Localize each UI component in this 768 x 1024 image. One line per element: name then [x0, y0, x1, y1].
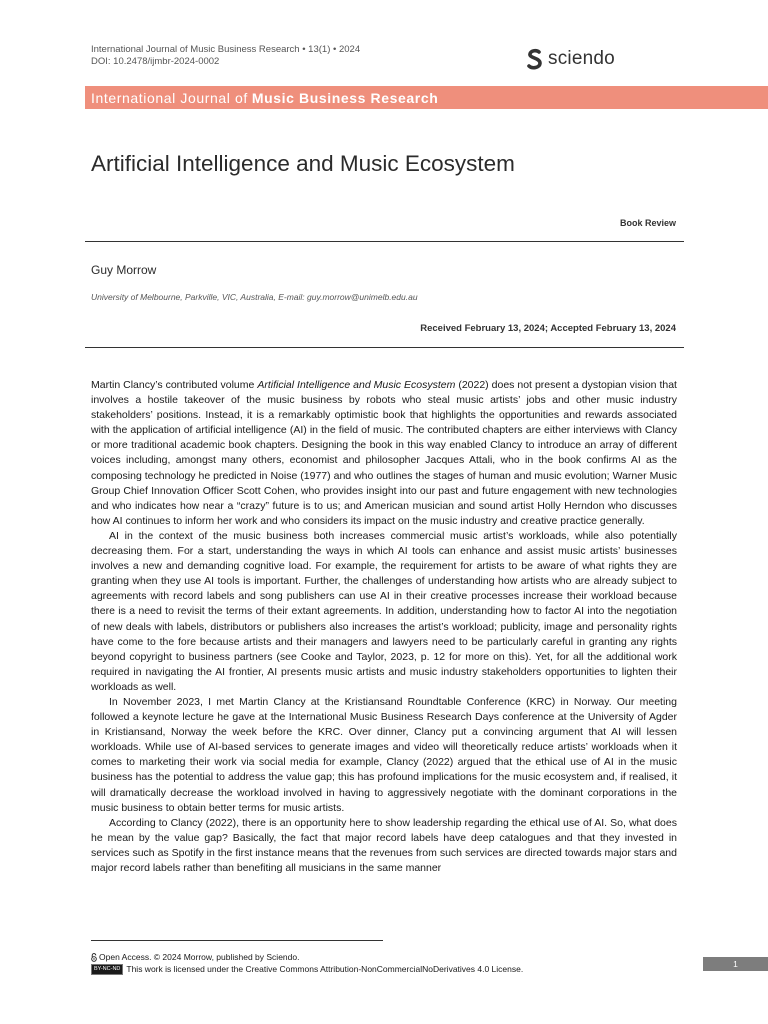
- sciendo-logo-icon: [526, 48, 544, 70]
- paragraph-1: [91, 378, 677, 529]
- page-number: 1: [703, 957, 768, 971]
- paragraph-2: AI in the context of the music business both increases commercial music artist’s workloads, while also potentially decreasing them. For a start, understanding the ways in which AI tools can enhance and assist music artists’ businesses involves a new and demanding cognitive load. For example, the requirement for artists to be aware of what rights they are granting when they use AI tools is important. Further, the challenges of understanding how artists who are already subject to agreements with record labels and song publishers can use AI in their creative processes increase their workload because there is a need to revisit the terms of their extant agreements. In addition, understanding how to factor AI into the negotiation of new deals with labels, distributors or publishers also increases the artist’s workload; publicity, image and personality rights have come to the fore because artists and their managers and lawyers need to be particularly careful in granting any rights beyond copyright to business partners (see Cooke and Taylor, 2023, p. 12 for more on this). Yet, for all the additional work required in navigating the AI frontier, AI presents music artists and music industry stakeholders opportunities to lighten their workloads as well.: [91, 529, 677, 693]
- journal-banner: [85, 86, 768, 109]
- journal-citation: International Journal of Music Business Research • 13(1) • 2024: [91, 44, 361, 55]
- article-type: Book Review: [619, 218, 676, 228]
- author-affiliation: University of Melbourne, Parkville, VIC, Australia, E-mail: guy.morrow@unimelb.edu.au: [91, 292, 418, 302]
- author-name: Guy Morrow: [91, 263, 157, 277]
- article-title: Artificial Intelligence and Music Ecosystem: [91, 151, 515, 176]
- journal-banner-prefix: International Journal of: [91, 89, 248, 106]
- paragraph-1-rest: (2022) does not present a dystopian vision that involves a hostile takeover of the music business by robots who steal music artists’ jobs and other music industry stakeholders’ positions. Instead, it is a remarkably optimistic book that highlights the opportunities and rewards associated with the application of artificial intelligence (AI) in the field of music. The contributed chapters are either interviews with Clancy or more traditional academic book chapters. Designing the book in this way enabled Clancy to introduce an array of different voices including, amongst many others, economist and philosopher Jacques Attali, who in the book confirms AI as the composing technology he predicted in Noise (1977) and who outlines the stages of human and music evolution; Warner Music Group Chief Innovation Officer Scott Cohen, who provides insight into our past and future engagement with new technologies and who indicates how near a “crazy” future is to us; and American musician and sound artist Holly Herndon who discusses how AI continues to inform her work and who considers its impact on the music industry and creative practice generally.: [91, 379, 677, 527]
- license-line: [91, 963, 523, 975]
- open-access-notice: Open Access. © 2024 Morrow, published by Sciendo.: [99, 952, 300, 962]
- article-body: [91, 378, 677, 876]
- paragraph-1-start: Martin Clancy’s contributed volume: [91, 379, 258, 391]
- paragraph-3: In November 2023, I met Martin Clancy at the Kristiansand Roundtable Conference (KRC) in Norway. Our meeting followed a keynote lecture he gave at the International Music Business Research Days conference at the University of Agder in Kristiansand, Norway the week before the KRC. Over dinner, Clancy put a convincing argument that AI will lessen workloads. While use of AI-based services to generate images and video will theoretically reduce artists’ workloads when it comes to marketing their work via social media for example, Clancy (2022) argued that the ethical use of AI in the music business has the potential to address the value gap; this has profound implications for the music ecosystem and, if realised, it will dramatically decrease the workload involved in having to aggressively negotiate with the dominant corporations in the music business to obtain better terms for music artists.: [91, 695, 677, 814]
- journal-banner-name: Music Business Research: [251, 89, 439, 106]
- publisher-logo: [526, 46, 615, 72]
- doi: DOI: 10.2478/ijmbr-2024-0002: [91, 56, 220, 67]
- body-divider: [85, 347, 684, 348]
- open-access-icon: [91, 953, 97, 962]
- publisher-name: sciendo: [548, 48, 615, 69]
- footnote-divider: [91, 940, 383, 941]
- header-divider: [85, 241, 684, 242]
- license-notice: This work is licensed under the Creative Commons Attribution-NonCommercialNoDerivatives 4.0 License.: [126, 964, 524, 974]
- footnote: [91, 951, 523, 975]
- received-accepted-dates: Received February 13, 2024; Accepted February 13, 2024: [420, 323, 676, 334]
- paragraph-4: According to Clancy (2022), there is an opportunity here to show leadership regarding the ethical use of AI. So, what does he mean by the value gap? Basically, the fact that major record labels have deep catalogues and that they invested in services such as Spotify in the first instance means that the revenues from such services are directed towards major stars and major record labels rather than benefiting all musicians in the same manner: [91, 816, 677, 874]
- book-title-emphasis: Artificial Intelligence and Music Ecosystem: [257, 379, 456, 391]
- journal-meta: [91, 44, 360, 68]
- cc-license-badge-icon: BY-NC-ND: [91, 964, 123, 975]
- open-access-line: [91, 951, 523, 963]
